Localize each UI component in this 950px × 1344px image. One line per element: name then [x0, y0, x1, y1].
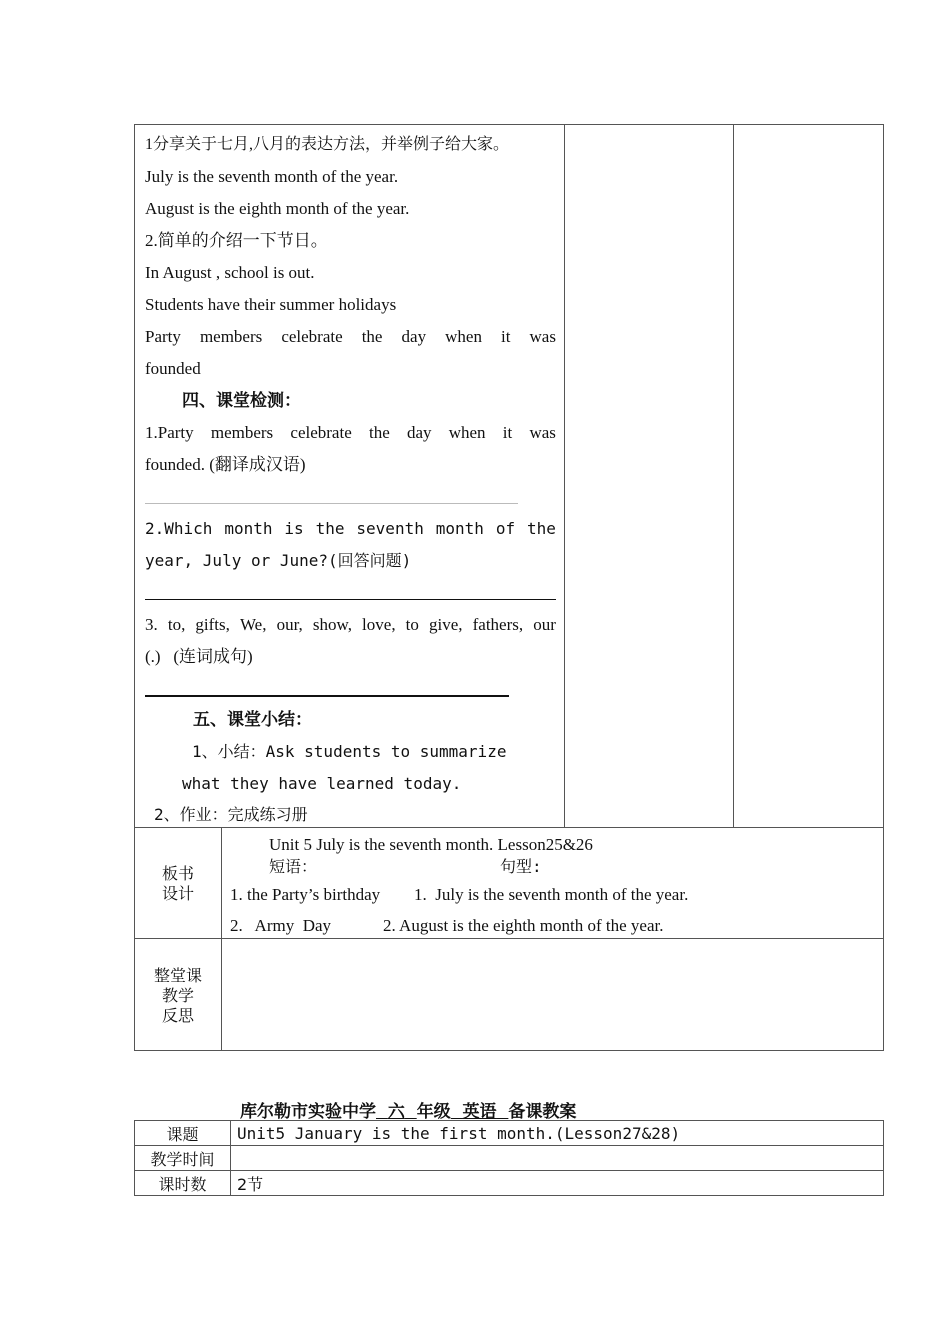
table-row	[135, 1121, 884, 1146]
table-row	[135, 1146, 884, 1171]
doc-type: 备课教案	[508, 1102, 577, 1122]
teacher-activity-cell	[564, 124, 734, 828]
row-label: 课时数	[135, 1171, 231, 1196]
content-line: July is the seventh month of the year.	[145, 167, 399, 186]
board-phrase: 1. the Party’s birthday	[230, 885, 381, 904]
question-2-line2: year, July or June?(回答问题)	[145, 551, 412, 570]
content-line: August is the eighth month of the year.	[145, 199, 410, 218]
content-line: 2.简单的介绍一下节日。	[145, 231, 328, 250]
content-line: Students have their summer holidays	[145, 295, 397, 314]
grade: 六	[387, 1102, 405, 1122]
homework-line: 2、作业：完成练习册	[154, 805, 308, 824]
row-label: 教学时间	[135, 1146, 231, 1171]
answer-line	[145, 695, 509, 697]
answer-line	[145, 503, 518, 504]
section-heading: 五、课堂小结：	[193, 710, 312, 729]
content-line: founded	[145, 359, 201, 378]
section-heading: 四、课堂检测：	[182, 391, 301, 410]
summary-line: what they have learned today.	[182, 774, 462, 793]
board-label-line: 板书	[161, 864, 194, 883]
reflection-label-cell	[134, 938, 222, 1051]
teaching-content-cell	[134, 124, 565, 828]
question-3-line2: (.) (连词成句)	[145, 647, 253, 666]
board-sentence: 1. July is the seventh month of the year.	[414, 885, 689, 904]
teaching-time-value	[231, 1146, 884, 1171]
board-label-line: 设计	[161, 884, 194, 903]
phrases-label: 短语：	[269, 857, 318, 876]
topic-value: Unit5 January is the first month.(Lesson27&28)	[231, 1121, 884, 1146]
subject: 英语	[462, 1102, 497, 1122]
content-line-justified: Party members celebrate the day when it was	[145, 327, 556, 346]
question-2: 2.Which month is the seventh month of the	[145, 519, 556, 538]
sentences-label: 句型:	[500, 857, 542, 876]
question-1-line2: founded. (翻译成汉语)	[145, 455, 306, 474]
school-name: 库尔勒市实验中学	[240, 1102, 376, 1122]
lesson-info-table	[134, 1120, 884, 1196]
grade-suffix: 年级	[416, 1102, 451, 1122]
table-row	[135, 1171, 884, 1196]
content-line: In August , school is out.	[145, 263, 315, 282]
lesson-plan-table	[134, 124, 884, 1051]
content-line: 1分享关于七月,八月的表达方法，并举例子给大家。	[145, 136, 510, 153]
lesson-plan-title	[240, 1097, 576, 1122]
board-design-label-cell	[134, 827, 222, 939]
question-3: 3. to, gifts, We, our, show, love, to give, fathers, our	[145, 615, 556, 634]
board-phrase: 2. Army Day	[230, 916, 332, 935]
question-1: 1.Party members celebrate the day when it was	[145, 423, 556, 442]
notes-cell	[733, 124, 884, 828]
board-sentence: 2. August is the eighth month of the year.	[383, 916, 664, 935]
periods-value: 2节	[231, 1171, 884, 1196]
answer-line	[145, 599, 556, 600]
board-design-cell	[221, 827, 884, 939]
reflection-label-line: 整堂课	[153, 966, 202, 985]
reflection-cell	[221, 938, 884, 1051]
board-title: Unit 5 July is the seventh month. Lesson25&26	[269, 835, 593, 854]
reflection-label-line: 反思	[161, 1006, 194, 1025]
reflection-label-line: 教学	[161, 986, 194, 1005]
row-label: 课题	[135, 1121, 231, 1146]
summary-line: 1、小结：Ask students to summarize	[192, 742, 507, 761]
